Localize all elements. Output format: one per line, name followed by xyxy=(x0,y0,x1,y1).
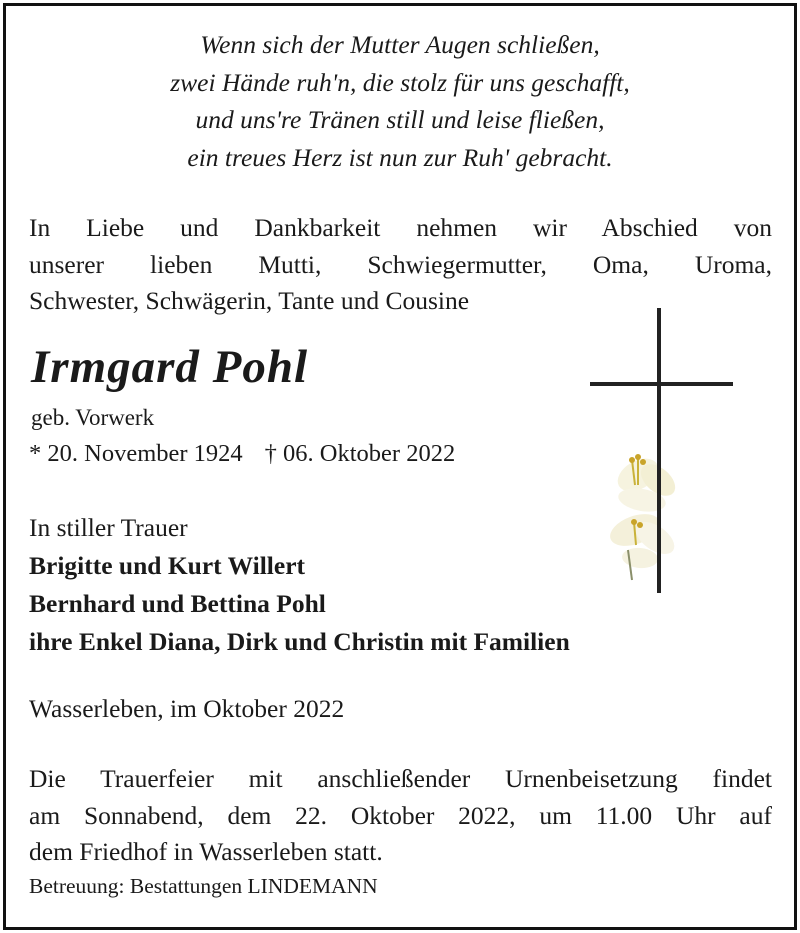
ceremony-line: Die Trauerfeier mit anschließender Urnenbeisetzung findet xyxy=(29,764,772,793)
deceased-name: Irmgard Pohl xyxy=(31,341,309,393)
maiden-name: geb. Vorwerk xyxy=(31,405,155,430)
ceremony-line: am Sonnabend, dem 22. Oktober 2022, um 11.00 Uhr auf xyxy=(29,800,772,830)
lily-flower-icon xyxy=(606,452,681,580)
ceremony-line: dem Friedhof in Wasserleben statt. xyxy=(29,837,383,866)
birth-date: * 20. November 1924 xyxy=(29,440,243,467)
farewell-line: unserer lieben Mutti, Schwiegermutter, Oma, Uroma, xyxy=(29,249,772,279)
mourner-line: ihre Enkel Diana, Dirk und Christin mit Familien xyxy=(29,627,570,656)
poem-line: Wenn sich der Mutter Augen schließen, xyxy=(200,30,600,59)
mourner-line: Bernhard und Bettina Pohl xyxy=(29,589,326,618)
mourner-line: Brigitte und Kurt Willert xyxy=(29,551,306,580)
undertaker-credit: Betreuung: Bestattungen LINDEMANN xyxy=(29,874,378,898)
poem-line: ein treues Herz ist nun zur Ruh' gebracht. xyxy=(187,142,613,172)
life-dates xyxy=(29,440,455,468)
ceremony-info xyxy=(29,761,772,871)
mourners xyxy=(29,509,570,661)
farewell-line: In Liebe und Dankbarkeit nehmen wir Abschied von xyxy=(29,213,772,242)
place-and-date: Wasserleben, im Oktober 2022 xyxy=(29,694,345,723)
poem-line: zwei Hände ruh'n, die stolz für uns geschafft, xyxy=(170,67,630,97)
cross-icon xyxy=(580,300,740,600)
farewell-line: Schwester, Schwägerin, Tante und Cousine xyxy=(29,286,470,315)
poem-line: und uns're Tränen still und leise fließen, xyxy=(195,105,605,134)
memorial-poem xyxy=(0,26,800,176)
mourners-heading: In stiller Trauer xyxy=(29,513,188,542)
death-date: † 06. Oktober 2022 xyxy=(264,440,456,467)
